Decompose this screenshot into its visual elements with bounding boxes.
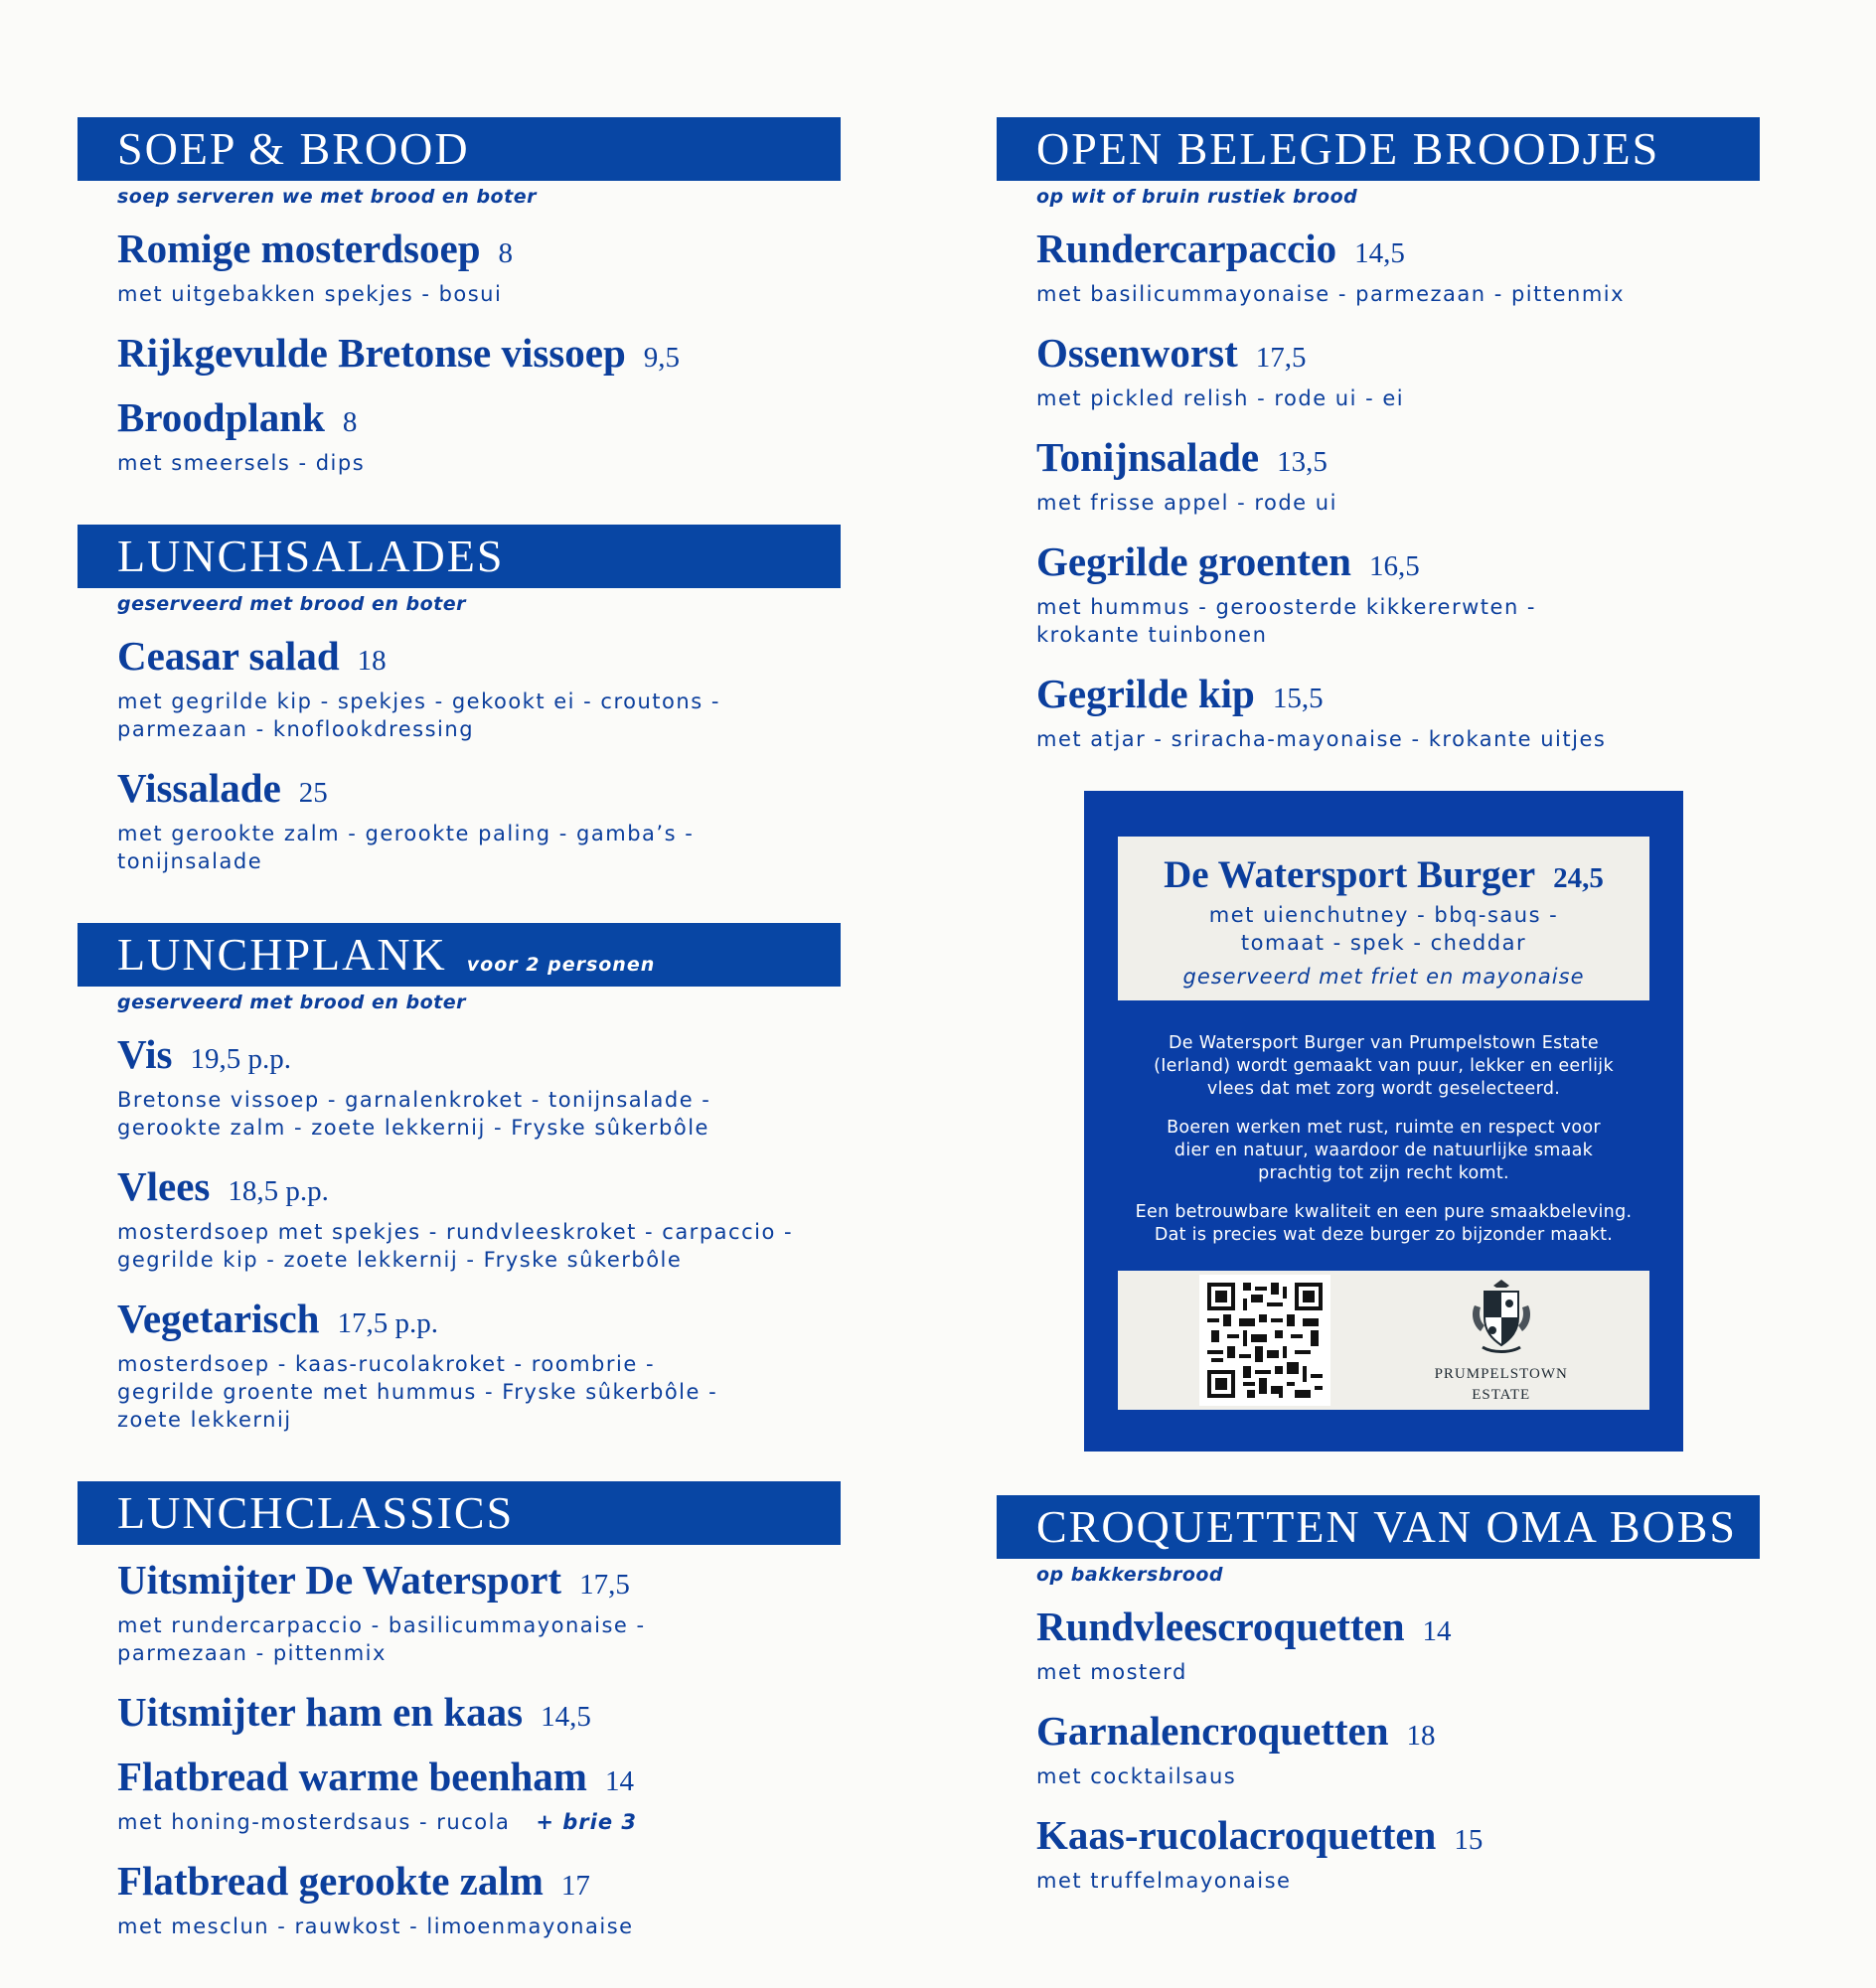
burger-story bbox=[1118, 1000, 1649, 1271]
item-description: met gegrilde kip - spekjes - gekookt ei - croutons - bbox=[117, 689, 720, 713]
item-name: Kaas-rucolacroquetten bbox=[1036, 1812, 1437, 1858]
item-description: met cocktailsaus bbox=[1036, 1764, 1237, 1788]
estate-name: ESTATE bbox=[1472, 1386, 1531, 1403]
item-price: 25 bbox=[298, 777, 328, 809]
estate-crest-icon bbox=[1467, 1278, 1536, 1357]
item-description: parmezaan - knoflookdressing bbox=[117, 717, 475, 741]
burger-description: tomaat - spek - cheddar bbox=[1240, 931, 1527, 955]
section-title: LUNCHCLASSICS bbox=[117, 1487, 515, 1538]
menu-item bbox=[1036, 538, 1760, 649]
story-paragraph bbox=[1118, 1032, 1649, 1101]
story-paragraph bbox=[1118, 1117, 1649, 1185]
item-description: gegrilde kip - zoete lekkernij - Fryske sûkerbôle bbox=[117, 1248, 683, 1272]
burger-name: De Watersport Burger bbox=[1164, 853, 1536, 896]
item-description: gerookte zalm - zoete lekkernij - Fryske sûkerbôle bbox=[117, 1116, 709, 1140]
section-title: LUNCHSALADES bbox=[117, 531, 505, 581]
item-price: 15 bbox=[1454, 1824, 1484, 1856]
section-lunchsalades bbox=[78, 525, 841, 875]
item-name: Vegetarisch bbox=[117, 1296, 320, 1341]
item-name: Flatbread warme beenham bbox=[117, 1754, 587, 1799]
item-price: 14,5 bbox=[541, 1701, 591, 1733]
burger-serving-note: geserveerd met friet en mayonaise bbox=[1182, 965, 1585, 989]
right-column bbox=[997, 117, 1760, 1916]
section-soep-brood bbox=[78, 117, 841, 477]
item-description: mosterdsoep - kaas-rucolakroket - roombrie - bbox=[117, 1352, 656, 1376]
burger-price: 24,5 bbox=[1553, 862, 1604, 894]
section-title: OPEN BELEGDE BROODJES bbox=[1036, 123, 1660, 174]
item-price: 18,5 p.p. bbox=[228, 1175, 329, 1207]
menu-item bbox=[117, 1031, 841, 1142]
menu-item bbox=[117, 1163, 841, 1274]
item-description: met gerookte zalm - gerookte paling - gamba’s - bbox=[117, 822, 695, 845]
item-description: met rundercarpaccio - basilicummayonaise - bbox=[117, 1613, 646, 1637]
section-title: CROQUETTEN VAN OMA BOBS bbox=[1036, 1501, 1738, 1552]
menu-item bbox=[117, 1858, 841, 1940]
left-column bbox=[78, 117, 841, 1988]
item-price: 15,5 bbox=[1272, 683, 1324, 714]
menu-item bbox=[117, 1296, 841, 1434]
item-name: Ceasar salad bbox=[117, 633, 340, 679]
estate-name: PRUMPELSTOWN bbox=[1434, 1365, 1568, 1382]
section-title-extra: voor 2 personen bbox=[466, 954, 656, 976]
item-description: krokante tuinbonen bbox=[1036, 623, 1268, 647]
item-name: Gegrilde kip bbox=[1036, 671, 1255, 716]
item-price: 8 bbox=[342, 406, 358, 438]
item-name: Uitsmijter ham en kaas bbox=[117, 1689, 524, 1735]
section-subtitle: geserveerd met brood en boter bbox=[117, 593, 466, 615]
item-name: Garnalencroquetten bbox=[1036, 1708, 1389, 1754]
section-header bbox=[78, 525, 841, 588]
item-description: zoete lekkernij bbox=[117, 1408, 292, 1432]
item-price: 14,5 bbox=[1354, 237, 1405, 269]
item-price: 18 bbox=[357, 645, 387, 677]
item-price: 14 bbox=[604, 1765, 634, 1797]
section-header bbox=[78, 1481, 841, 1545]
section-lunchplank bbox=[78, 923, 841, 1434]
menu-item bbox=[1036, 1708, 1760, 1790]
item-name: Romige mosterdsoep bbox=[117, 226, 481, 271]
item-description: met basilicummayonaise - parmezaan - pittenmix bbox=[1036, 282, 1626, 306]
item-price: 14 bbox=[1422, 1615, 1452, 1647]
item-price: 18 bbox=[1406, 1720, 1436, 1752]
menu-item bbox=[117, 226, 841, 308]
item-name: Uitsmijter De Watersport bbox=[117, 1557, 562, 1603]
item-description: mosterdsoep met spekjes - rundvleeskroket - carpaccio - bbox=[117, 1220, 794, 1244]
logo-card bbox=[1118, 1271, 1649, 1410]
item-price: 9,5 bbox=[643, 342, 681, 374]
menu-item bbox=[117, 1689, 841, 1740]
burger-card bbox=[1118, 837, 1649, 1000]
menu-item bbox=[1036, 434, 1760, 517]
section-title: LUNCHPLANK bbox=[117, 929, 447, 980]
item-description: met atjar - sriracha-mayonaise - krokante uitjes bbox=[1036, 727, 1607, 751]
story-line: Boeren werken met rust, ruimte en respect voor bbox=[1167, 1118, 1601, 1138]
item-price: 19,5 p.p. bbox=[190, 1043, 291, 1075]
section-subtitle: op wit of bruin rustiek brood bbox=[1036, 186, 1358, 208]
menu-item bbox=[117, 1754, 841, 1836]
burger-description: met uienchutney - bbq-saus - bbox=[1208, 903, 1559, 927]
item-price: 17,5 bbox=[579, 1569, 630, 1601]
section-open-belegde-broodjes bbox=[997, 117, 1760, 753]
item-description: met pickled relish - rode ui - ei bbox=[1036, 386, 1405, 410]
item-name: Tonijnsalade bbox=[1036, 434, 1260, 480]
section-subtitle: geserveerd met brood en boter bbox=[117, 992, 466, 1013]
section-croquetten bbox=[997, 1495, 1760, 1895]
item-name: Rijkgevulde Bretonse vissoep bbox=[117, 330, 626, 376]
menu-item bbox=[117, 765, 841, 875]
item-name: Gegrilde groenten bbox=[1036, 538, 1351, 584]
story-paragraph bbox=[1118, 1201, 1649, 1247]
story-line: vlees dat met zorg wordt geselecteerd. bbox=[1206, 1079, 1561, 1099]
burger-feature-box bbox=[1084, 791, 1683, 1452]
item-extra: + brie 3 bbox=[536, 1810, 637, 1834]
menu-item bbox=[117, 394, 841, 477]
item-price: 17,5 p.p. bbox=[337, 1307, 438, 1339]
item-description: met frisse appel - rode ui bbox=[1036, 491, 1337, 515]
item-price: 16,5 bbox=[1368, 550, 1420, 582]
menu-item bbox=[1036, 330, 1760, 412]
qr-code-icon[interactable] bbox=[1199, 1275, 1330, 1406]
story-line: dier en natuur, waardoor de natuurlijke smaak bbox=[1173, 1141, 1594, 1160]
item-description: met smeersels - dips bbox=[117, 451, 366, 475]
item-name: Broodplank bbox=[117, 394, 325, 440]
menu-item bbox=[1036, 1604, 1760, 1686]
item-name: Rundvleescroquetten bbox=[1036, 1604, 1405, 1649]
story-line: prachtig tot zijn recht komt. bbox=[1258, 1163, 1509, 1183]
menu-item bbox=[117, 330, 841, 381]
story-line: (Ierland) wordt gemaakt van puur, lekker en eerlijk bbox=[1154, 1056, 1614, 1076]
section-header bbox=[997, 1495, 1760, 1559]
item-name: Flatbread gerookte zalm bbox=[117, 1858, 544, 1904]
section-subtitle: op bakkersbrood bbox=[1036, 1564, 1224, 1586]
menu-item bbox=[1036, 226, 1760, 308]
menu-item bbox=[1036, 1812, 1760, 1895]
story-line: Een betrouwbare kwaliteit en een pure smaakbeleving. bbox=[1135, 1202, 1633, 1222]
menu-item bbox=[117, 1557, 841, 1667]
item-price: 17 bbox=[560, 1870, 590, 1902]
story-line: De Watersport Burger van Prumpelstown Estate bbox=[1169, 1033, 1599, 1053]
section-subtitle: soep serveren we met brood en boter bbox=[117, 186, 537, 208]
story-line: Dat is precies wat deze burger zo bijzonder maakt. bbox=[1154, 1225, 1614, 1245]
item-price: 17,5 bbox=[1255, 342, 1307, 374]
section-header bbox=[78, 117, 841, 181]
item-name: Vissalade bbox=[117, 765, 281, 811]
item-description: met mosterd bbox=[1036, 1660, 1187, 1684]
section-header bbox=[78, 923, 841, 987]
item-name: Ossenworst bbox=[1036, 330, 1238, 376]
section-title: SOEP & BROOD bbox=[117, 123, 470, 174]
item-description-text: met honing-mosterdsaus - rucola bbox=[117, 1810, 511, 1834]
item-description: gegrilde groente met hummus - Fryske sûkerbôle - bbox=[117, 1380, 718, 1404]
item-description bbox=[117, 1808, 841, 1836]
item-price: 8 bbox=[498, 237, 514, 269]
section-header bbox=[997, 117, 1760, 181]
item-description: met uitgebakken spekjes - bosui bbox=[117, 282, 503, 306]
section-lunchclassics bbox=[78, 1481, 841, 1940]
item-name: Vis bbox=[117, 1031, 173, 1077]
item-description: met hummus - geroosterde kikkererwten - bbox=[1036, 595, 1537, 619]
item-description: parmezaan - pittenmix bbox=[117, 1641, 387, 1665]
item-description: met truffelmayonaise bbox=[1036, 1869, 1292, 1893]
item-description: Bretonse vissoep - garnalenkroket - tonijnsalade - bbox=[117, 1088, 711, 1112]
item-name: Vlees bbox=[117, 1163, 211, 1209]
menu-item bbox=[1036, 671, 1760, 753]
item-description: tonijnsalade bbox=[117, 849, 263, 873]
item-price: 13,5 bbox=[1277, 446, 1328, 478]
estate-logo bbox=[1435, 1278, 1568, 1404]
menu-item bbox=[117, 633, 841, 743]
item-name: Rundercarpaccio bbox=[1036, 226, 1337, 271]
item-description: met mesclun - rauwkost - limoenmayonaise bbox=[117, 1914, 634, 1938]
